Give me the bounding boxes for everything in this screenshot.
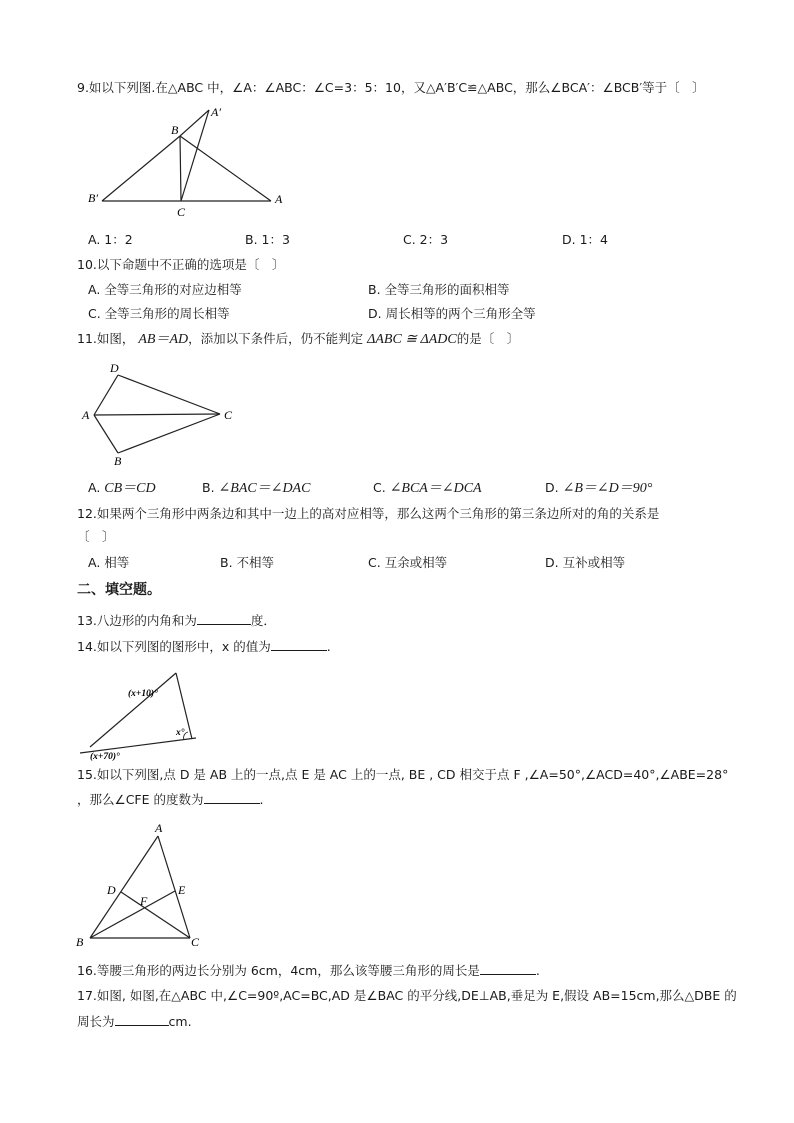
q16-text (77, 962, 540, 979)
q15-label-b: B (76, 935, 84, 949)
q11-text-before: 11.如图， (77, 331, 135, 346)
q17-answer-blank[interactable] (115, 1013, 169, 1026)
q15-label-d: D (107, 883, 116, 897)
q9-option-b[interactable]: B. 1：3 (245, 232, 290, 247)
q17-text-line2 (77, 1013, 192, 1030)
q11-option-c[interactable] (373, 480, 482, 497)
q17-text-before: 周长为 (77, 1014, 115, 1029)
q12-option-a[interactable]: A. 相等 (88, 555, 130, 570)
q15-answer-blank[interactable] (204, 791, 260, 804)
q11-option-d[interactable] (545, 480, 652, 497)
q15-label-e: E (178, 883, 186, 897)
q11-option-b-math: ∠BAC＝∠DAC (218, 481, 311, 496)
q16-answer-blank[interactable] (480, 962, 536, 975)
q9-option-c[interactable]: C. 2：3 (403, 232, 449, 247)
q15-figure (74, 818, 209, 950)
q12-text-line2: 〔 〕 (77, 529, 115, 544)
q11-option-c-math: ∠BCA＝∠DCA (389, 481, 482, 496)
q11-label-b: B (114, 454, 122, 468)
q11-option-b-letter: B. (202, 480, 215, 495)
q9-option-d[interactable]: D. 1：4 (562, 232, 608, 247)
q11-option-a[interactable] (88, 480, 156, 497)
q11-label-a: A (82, 408, 90, 422)
q15-text-line2 (77, 791, 263, 808)
q14-text (77, 638, 331, 655)
q14-label-right: x° (176, 728, 185, 738)
q14-text-before: 14.如以下列图的图形中，x 的值为 (77, 639, 271, 654)
q9-label-a: A (275, 192, 283, 206)
q10-option-d[interactable]: D. 周长相等的两个三角形全等 (368, 306, 536, 321)
q9-option-a[interactable]: A. 1：2 (88, 232, 133, 247)
q11-option-d-letter: D. (545, 480, 559, 495)
q11-text-after: 的是〔 〕 (456, 331, 520, 346)
q15-text-after: . (259, 792, 264, 807)
q11-option-c-letter: C. (373, 480, 386, 495)
q9-label-bprime: B′ (88, 191, 98, 205)
q14-answer-blank[interactable] (271, 638, 327, 651)
q15-label-a: A (155, 821, 163, 835)
q11-figure (80, 358, 250, 470)
q11-option-a-math: CB＝CD (104, 481, 156, 496)
q17-text-after: cm. (168, 1014, 192, 1029)
q11-option-b[interactable] (202, 480, 310, 497)
q16-text-after: . (535, 963, 540, 978)
q12-text-line1: 12.如果两个三角形中两条边和其中一边上的高对应相等，那么这两个三角形的第三条边所对的角的关系是 (77, 506, 660, 521)
q16-text-before: 16.等腰三角形的两边长分别为 6cm，4cm，那么该等腰三角形的周长是 (77, 963, 480, 978)
q9-label-aprime: A′ (211, 105, 221, 119)
section-title-fill-in: 二、填空题。 (77, 582, 161, 598)
q11-text-middle: ，添加以下条件后，仍不能判定 (188, 331, 364, 346)
q14-text-after: . (326, 639, 331, 654)
q15-text-before: ，那么∠CFE 的度数为 (77, 792, 204, 807)
q11-math-congruence: ΔABC ≅ ΔADC (367, 332, 457, 347)
q12-option-c[interactable]: C. 互余或相等 (368, 555, 448, 570)
q13-text-before: 13.八边形的内角和为 (77, 613, 197, 628)
q9-label-c: C (177, 205, 186, 219)
q10-option-c[interactable]: C. 全等三角形的周长相等 (88, 306, 230, 321)
q17-text-line1: 17.如图, 如图,在△ABC 中,∠C=90º,AC=BC,AD 是∠BAC 的平分线,DE⊥AB,垂足为 E,假设 AB=15cm,那么△DBE 的 (77, 988, 737, 1003)
q10-option-b[interactable]: B. 全等三角形的面积相等 (368, 282, 510, 297)
q11-option-a-letter: A. (88, 480, 101, 495)
q13-text (77, 612, 276, 629)
q13-text-after: 度． (250, 613, 276, 628)
q10-option-a[interactable]: A. 全等三角形的对应边相等 (88, 282, 242, 297)
q14-label-bottom: (x+70)° (90, 752, 120, 762)
q14-figure (76, 663, 201, 762)
q9-figure (85, 102, 290, 220)
q10-text: 10.以下命题中不正确的选项是〔 〕 (77, 257, 285, 272)
q11-label-d: D (110, 361, 119, 375)
q15-label-f: F (140, 894, 148, 908)
q14-label-top: (x+10)° (128, 689, 158, 699)
q11-option-d-math: ∠B＝∠D＝90° (562, 481, 653, 496)
q11-math-condition: AB＝AD (138, 332, 189, 347)
q12-option-d[interactable]: D. 互补或相等 (545, 555, 626, 570)
q11-text (77, 331, 519, 348)
q15-label-c: C (191, 935, 200, 949)
q9-text: 9.如以下列图.在△ABC 中，∠A：∠ABC：∠C=3：5：10，又△A′B′C≌△ABC，那么∠BCA′：∠BCB′等于〔 〕 (77, 80, 705, 95)
q11-label-c: C (224, 408, 233, 422)
q15-text-line1: 15.如以下列图,点 D 是 AB 上的一点,点 E 是 AC 上的一点, BE , CD 相交于点 F ,∠A=50°,∠ACD=40°,∠ABE=28° (77, 767, 729, 782)
q13-answer-blank[interactable] (197, 612, 251, 625)
q12-option-b[interactable]: B. 不相等 (220, 555, 275, 570)
q9-label-b: B (171, 123, 179, 137)
